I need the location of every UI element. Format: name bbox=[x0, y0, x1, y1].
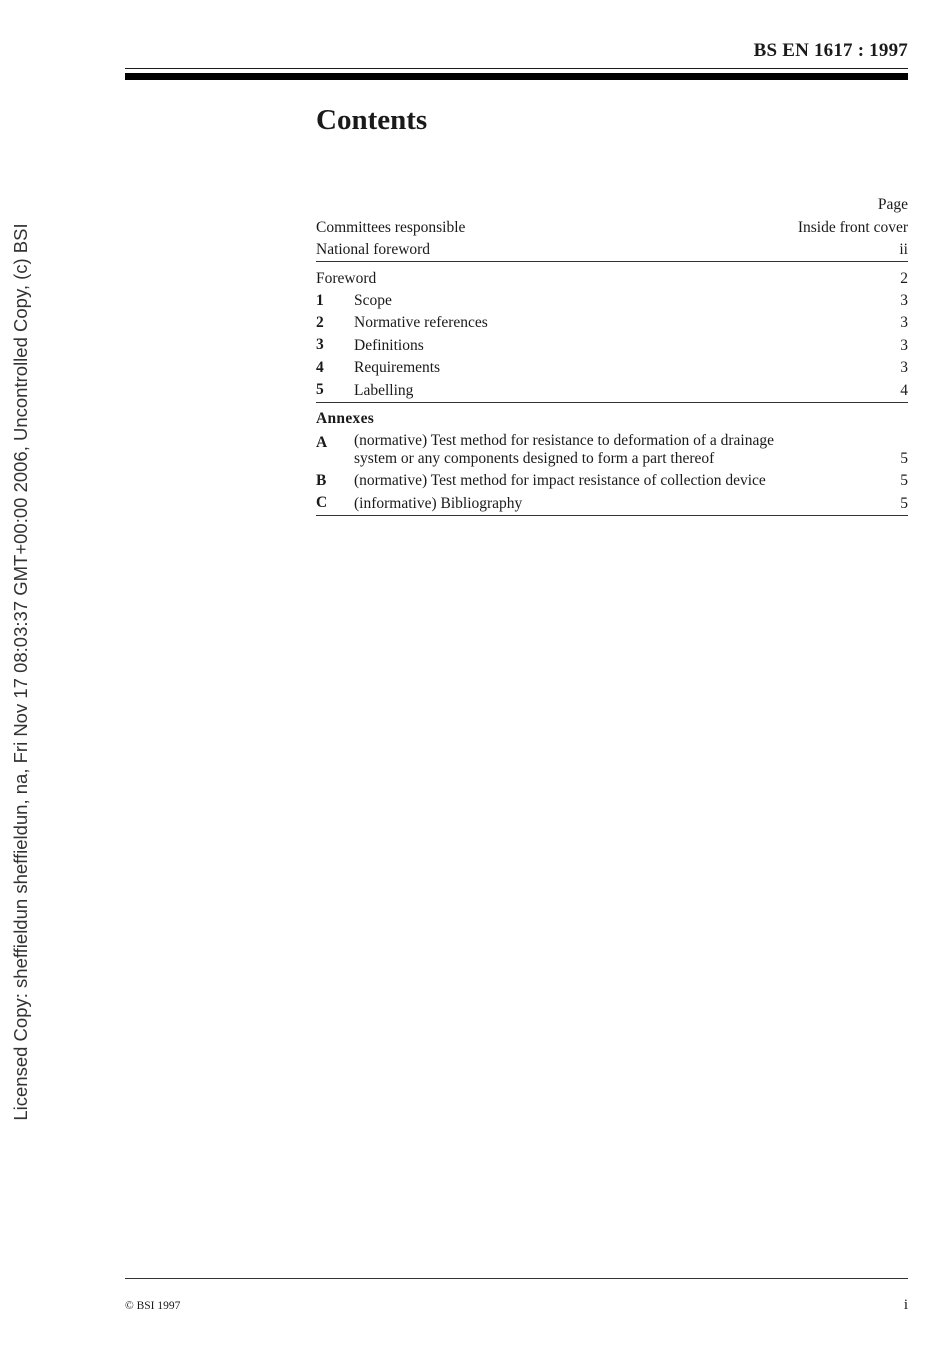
toc-item-page: 5 bbox=[900, 494, 908, 512]
toc-item-label: Committees responsible bbox=[316, 218, 466, 236]
toc-item-page: 5 bbox=[900, 449, 908, 467]
toc-item-label: Scope bbox=[354, 291, 392, 309]
toc-item-page: 3 bbox=[900, 336, 908, 354]
toc-item-number: C bbox=[316, 494, 328, 512]
toc-item-number: 5 bbox=[316, 381, 324, 399]
toc-item-normative-references[interactable] bbox=[316, 310, 908, 332]
toc-item-number: B bbox=[316, 471, 327, 489]
toc-annex-c[interactable] bbox=[316, 490, 908, 515]
toc-item-label: Labelling bbox=[354, 381, 414, 399]
toc-item-scope[interactable] bbox=[316, 288, 908, 310]
toc-item-label: Definitions bbox=[354, 336, 424, 354]
toc-annex-b[interactable] bbox=[316, 468, 908, 490]
toc-item-label: Normative references bbox=[354, 314, 488, 332]
toc-item-number: A bbox=[316, 433, 328, 451]
toc-item-number: 2 bbox=[316, 313, 324, 331]
toc-item-label: National foreword bbox=[316, 241, 431, 259]
toc-item-number: 1 bbox=[316, 291, 324, 309]
toc-item-requirements[interactable] bbox=[316, 355, 908, 377]
toc-item-label: (normative) Test method for resistance to deformation of a drainage system or any components designed to form a part thereof bbox=[354, 431, 774, 467]
table-of-contents bbox=[316, 192, 908, 519]
toc-item-number: 3 bbox=[316, 336, 324, 354]
toc-item-page: 3 bbox=[900, 314, 908, 332]
toc-item-label: Foreword bbox=[316, 269, 377, 287]
header-rule-thin bbox=[125, 68, 908, 69]
toc-annexes-heading: Annexes bbox=[316, 409, 375, 427]
toc-item-number: 4 bbox=[316, 358, 324, 376]
toc-item-page: 4 bbox=[900, 381, 908, 399]
toc-item-committees[interactable] bbox=[316, 214, 908, 236]
toc-item-label: Requirements bbox=[354, 359, 441, 377]
toc-item-national-foreword[interactable] bbox=[316, 237, 908, 262]
toc-item-page: 3 bbox=[900, 359, 908, 377]
toc-item-foreword[interactable] bbox=[316, 265, 908, 287]
toc-item-page: Inside front cover bbox=[797, 218, 908, 236]
document-reference: BS EN 1617 : 1997 bbox=[753, 40, 908, 61]
toc-item-label: (normative) Test method for impact resistance of collection device bbox=[354, 472, 766, 490]
toc-item-page: 5 bbox=[900, 472, 908, 490]
toc-item-labelling[interactable] bbox=[316, 377, 908, 402]
footer-rule bbox=[125, 1278, 908, 1279]
toc-item-definitions[interactable] bbox=[316, 332, 908, 354]
toc-annex-a[interactable] bbox=[316, 428, 908, 468]
toc-item-page: 2 bbox=[900, 269, 908, 287]
page-title: Contents bbox=[316, 104, 428, 136]
page-number: i bbox=[903, 1297, 908, 1313]
toc-page-column-heading: Page bbox=[877, 196, 908, 214]
toc-item-page: ii bbox=[899, 241, 908, 259]
copyright-notice: © BSI 1997 bbox=[125, 1300, 181, 1312]
license-text: Licensed Copy: sheffieldun sheffieldun, na, Fri Nov 17 08:03:37 GMT+00:00 2006, Uncontrolled Copy, (c) BSI bbox=[10, 223, 31, 1121]
toc-item-label: (informative) Bibliography bbox=[354, 494, 523, 512]
header-rule-thick bbox=[125, 73, 908, 80]
toc-item-page: 3 bbox=[900, 291, 908, 309]
